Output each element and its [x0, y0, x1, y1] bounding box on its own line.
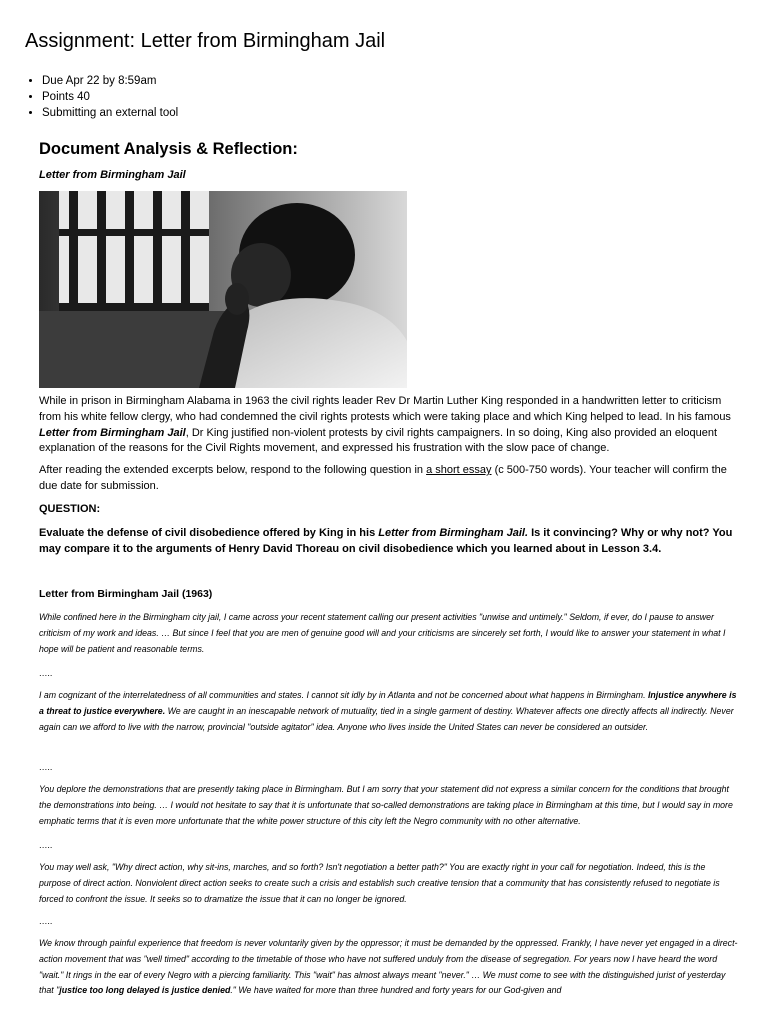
excerpt-separator: ….. — [39, 916, 53, 926]
page-title: Assignment: Letter from Birmingham Jail — [25, 30, 386, 52]
submission-type: • Submitting an external tool — [42, 105, 178, 121]
question-text: Evaluate the defense of civil disobedience offered by King in his Letter from Birmingham Jail. Is it convincing? Why or why not? You may compare it to the arguments of Henry David Thoreau on civil disobedience which you learned about in Lesson 3.4. — [39, 527, 733, 555]
section-heading: Document Analysis & Reflection: — [39, 140, 298, 158]
mlk-jail-photo-icon — [39, 191, 407, 388]
assignment-meta-list — [24, 73, 178, 121]
excerpt-heading: Letter from Birmingham Jail (1963) — [39, 588, 213, 600]
points: • Points 40 — [42, 89, 178, 105]
short-essay-link[interactable]: a short essay — [426, 464, 492, 476]
excerpt-paragraph: While confined here in the Birmingham city jail, I came across your recent statement calling our present activities "unwise and untimely." Seldom, if ever, do I pause to answer criticism of my work and ideas. … But since I feel that you are men of genuine good will and your criticisms are sincerely set forth, I would like to answer your statement in what I hope will be patient and reasonable terms. — [39, 612, 726, 654]
intro-paragraph: While in prison in Birmingham Alabama in 1963 the civil rights leader Rev Dr Martin Luther King responded in a handwritten letter to criticism from his white fellow clergy, who had condemned the civil rights protests which were taking place and which King helped to lead. In his famous Letter from Birmingham Jail, Dr King justified non-violent protests by civil rights campaigners. In so doing, King also provided an eloquent explanation of the reasons for the Civil Rights movement, and expressed his frustration with the slow pace of change. — [39, 395, 731, 455]
excerpt-paragraph: You deplore the demonstrations that are presently taking place in Birmingham. But I am sorry that your statement did not express a similar concern for the conditions that brought the demonstrations into being. … I would not hesitate to say that it is unfortunate that so-called demonstrations are taking place in Birmingham at this time, but I would say in more emphatic terms that it is even more unfortunate that the white power structure of this city left the Negro community with no other alternative. — [39, 784, 733, 826]
excerpt-paragraph: We know through painful experience that freedom is never voluntarily given by the oppressor; it must be demanded by the oppressed. Frankly, I have never yet engaged in a direct-action movement that was "well timed" according to the timetable of those who have not suffered unduly from the disease of segregation. For years now I have heard the word "wait." It rings in the ear of every Negro with a piercing familiarity. This "wait" has almost always meant "never." … We must come to see with the distinguished jurist of yesterday that "justice too long delayed is justice denied." We have waited for more than three hundred and forty years for our God-given and — [39, 938, 738, 996]
excerpt-separator: ….. — [39, 762, 53, 772]
excerpt-separator: ….. — [39, 840, 53, 850]
due-date: • Due Apr 22 by 8:59am — [42, 73, 178, 89]
excerpt-paragraph: You may well ask, "Why direct action, why sit-ins, marches, and so forth? Isn't negotiation a better path?" You are exactly right in your call for negotiation. Indeed, this is the purpose of direct action. Nonviolent direct action seeks to create such a crisis and establish such creative tension that a community that has consistently refused to negotiate is forced to confront the issue. It seeks so to dramatize the issue that it can no longer be ignored. — [39, 862, 720, 904]
excerpt-paragraph: I am cognizant of the interrelatedness of all communities and states. I cannot sit idly by in Atlanta and not be concerned about what happens in Birmingham. Injustice anywhere is a threat to justice everywhere. We are caught in an inescapable network of mutuality, tied in a single garment of destiny. Whatever affects one directly affects all indirectly. Never again can we afford to live with the narrow, provincial "outside agitator" idea. Anyone who lives inside the United States can never be considered an outsider. — [39, 690, 737, 732]
instructions-paragraph: After reading the extended excerpts below, respond to the following question in a short essay (c 500-750 words). Your teacher will confirm the due date for submission. — [39, 464, 727, 492]
question-label: QUESTION: — [39, 503, 101, 515]
excerpt-separator: ….. — [39, 668, 53, 678]
document-subtitle: Letter from Birmingham Jail — [39, 169, 186, 181]
